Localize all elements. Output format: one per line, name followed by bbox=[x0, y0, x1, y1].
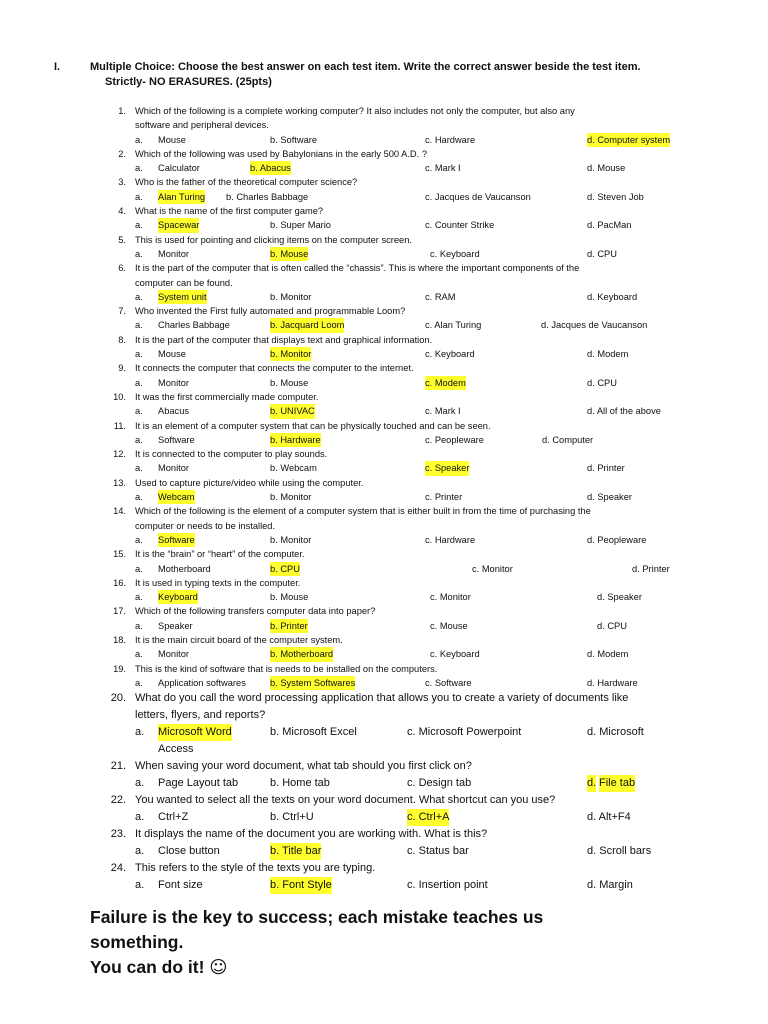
question-text-row bbox=[0, 792, 768, 809]
option-d-letter: d. bbox=[587, 775, 596, 792]
question-text-row bbox=[0, 547, 768, 561]
question-3 bbox=[0, 175, 768, 204]
question-text: Who invented the First fully automated and programmable Loom? bbox=[135, 306, 406, 317]
question-text: It displays the name of the document you are working with. What is this? bbox=[135, 828, 488, 841]
question-number: 8. bbox=[118, 334, 126, 345]
option-c: c. Keyboard bbox=[425, 349, 475, 360]
question-text-row bbox=[0, 147, 768, 161]
option-a: Spacewar bbox=[158, 218, 199, 232]
question-21 bbox=[0, 758, 768, 792]
option-b: b. Microsoft Excel bbox=[270, 726, 357, 739]
motivational-message bbox=[90, 905, 543, 981]
question-text: It is the part of the computer that is often called the “chassis”. This is where the important components of the bbox=[135, 263, 580, 274]
option-a-letter: a. bbox=[135, 845, 145, 858]
option-c: c. Counter Strike bbox=[425, 220, 495, 231]
question-text-row bbox=[0, 604, 768, 618]
question-text: This is used for pointing and clicking items on the computer screen. bbox=[135, 234, 412, 245]
options-row bbox=[0, 809, 768, 826]
option-d: d. Keyboard bbox=[587, 291, 638, 302]
option-b: b. Home tab bbox=[270, 777, 330, 790]
option-d: d. Modem bbox=[587, 349, 629, 360]
instructions-line-2: Strictly- NO ERASURES. (25pts) bbox=[105, 76, 272, 88]
question-14 bbox=[0, 504, 768, 547]
option-b: b. Mouse bbox=[270, 377, 309, 388]
option-c: c. Software bbox=[425, 677, 472, 688]
option-b: b. Charles Babbage bbox=[226, 191, 309, 202]
option-a-letter: a. bbox=[135, 463, 143, 474]
option-b: b. Title bar bbox=[270, 843, 321, 860]
question-number: 24. bbox=[110, 862, 126, 875]
option-a: Abacus bbox=[158, 406, 190, 417]
option-a-letter: a. bbox=[135, 879, 145, 892]
motto-line-3 bbox=[90, 955, 543, 981]
option-c: c. Printer bbox=[425, 492, 463, 503]
option-b: b. Jacquard Loom bbox=[270, 318, 344, 332]
question-23 bbox=[0, 826, 768, 860]
option-c: c. Mark I bbox=[425, 163, 461, 174]
question-text: This is the kind of software that is needs to be installed on the computers. bbox=[135, 663, 438, 674]
question-text: You wanted to select all the texts on your word document. What shortcut can you use? bbox=[135, 794, 556, 807]
option-a: Ctrl+Z bbox=[158, 811, 189, 824]
question-number: 9. bbox=[118, 363, 126, 374]
motto-line-1: Failure is the key to success; each mistake teaches us bbox=[90, 907, 544, 927]
option-d: d. Speaker bbox=[587, 492, 632, 503]
option-a-letter: a. bbox=[135, 777, 145, 790]
option-a-letter: a. bbox=[135, 563, 143, 574]
option-a: Keyboard bbox=[158, 590, 198, 604]
option-a-letter: a. bbox=[135, 592, 143, 603]
option-a-letter: a. bbox=[135, 134, 143, 145]
question-text: When saving your word document, what tab should you first click on? bbox=[135, 760, 472, 773]
option-b: b. Software bbox=[270, 134, 318, 145]
option-b: b. Webcam bbox=[270, 463, 317, 474]
question-number: 14. bbox=[113, 506, 126, 517]
question-number: 20. bbox=[110, 692, 126, 705]
option-a-letter: a. bbox=[135, 649, 143, 660]
question-number: 23. bbox=[110, 828, 126, 841]
option-c: c. Speaker bbox=[425, 461, 469, 475]
options-row bbox=[0, 843, 768, 860]
option-a-letter: a. bbox=[135, 811, 145, 824]
option-b: b. Monitor bbox=[270, 534, 312, 545]
option-continuation: Access bbox=[158, 743, 194, 756]
option-d: d. Margin bbox=[587, 879, 633, 892]
option-c: c. Jacques de Vaucanson bbox=[425, 191, 531, 202]
option-a-letter: a. bbox=[135, 349, 143, 360]
options-row bbox=[0, 133, 768, 147]
motto-line-2: something. bbox=[90, 932, 184, 952]
question-number: 13. bbox=[113, 477, 126, 488]
option-d: d. CPU bbox=[597, 620, 627, 631]
option-d: d. Peopleware bbox=[587, 534, 647, 545]
option-a-letter: a. bbox=[135, 406, 143, 417]
option-d: d. Scroll bars bbox=[587, 845, 652, 858]
options-row bbox=[0, 218, 768, 232]
question-text-row bbox=[0, 860, 768, 877]
option-a-letter: a. bbox=[135, 191, 143, 202]
option-c: c. Design tab bbox=[407, 777, 472, 790]
question-text: Which of the following is a complete working computer? It also includes not only the computer, but also any bbox=[135, 106, 575, 116]
options-row bbox=[0, 490, 768, 504]
options-row bbox=[0, 775, 768, 792]
option-d: d. Computer bbox=[542, 434, 594, 445]
option-a: Speaker bbox=[158, 620, 193, 631]
question-text: It is the “brain” or “heart” of the computer. bbox=[135, 549, 305, 560]
question-text-row bbox=[0, 333, 768, 347]
question-text-row bbox=[0, 233, 768, 247]
question-text: software and peripheral devices. bbox=[135, 120, 269, 131]
option-c: c. RAM bbox=[425, 291, 456, 302]
question-text-row bbox=[0, 104, 768, 118]
question-text-row bbox=[0, 504, 768, 518]
question-number: 3. bbox=[118, 177, 126, 188]
question-text-row bbox=[0, 447, 768, 461]
options-row bbox=[0, 619, 768, 633]
option-c: c. Modem bbox=[425, 376, 466, 390]
options-row bbox=[0, 190, 768, 204]
option-d: d. CPU bbox=[587, 248, 617, 259]
question-text: letters, flyers, and reports? bbox=[135, 709, 266, 722]
option-a: Monitor bbox=[158, 649, 190, 660]
question-text-row bbox=[0, 519, 768, 533]
motto-text: You can do it! bbox=[90, 957, 210, 977]
question-5 bbox=[0, 233, 768, 262]
question-text: It is the main circuit board of the computer system. bbox=[135, 634, 343, 645]
question-number: 12. bbox=[113, 449, 126, 460]
question-number: 4. bbox=[118, 206, 126, 217]
option-d: d. CPU bbox=[587, 377, 617, 388]
question-number: 19. bbox=[113, 663, 126, 674]
question-number: 5. bbox=[118, 234, 126, 245]
option-a: Application softwares bbox=[158, 677, 246, 688]
option-c: c. Microsoft Powerpoint bbox=[407, 726, 522, 739]
options-row bbox=[0, 404, 768, 418]
question-6 bbox=[0, 261, 768, 304]
options-row bbox=[0, 647, 768, 661]
question-text-row bbox=[0, 633, 768, 647]
question-text-row bbox=[0, 826, 768, 843]
question-1 bbox=[0, 104, 768, 147]
option-a-letter: a. bbox=[135, 726, 145, 739]
instructions-line-1: Multiple Choice: Choose the best answer on each test item. Write the correct answer beside the test item. bbox=[90, 61, 641, 73]
option-a: Close button bbox=[158, 845, 220, 858]
options-row bbox=[0, 562, 768, 576]
options-row bbox=[0, 461, 768, 475]
option-a: Webcam bbox=[158, 490, 195, 504]
options-row bbox=[0, 590, 768, 604]
options-row bbox=[0, 877, 768, 894]
question-text-row bbox=[0, 361, 768, 375]
options-row bbox=[0, 433, 768, 447]
option-a-letter: a. bbox=[135, 320, 143, 331]
question-text: It was the first commercially made computer. bbox=[135, 391, 319, 402]
question-text: Who is the father of the theoretical computer science? bbox=[135, 177, 358, 188]
question-18 bbox=[0, 633, 768, 662]
option-b: b. UNIVAC bbox=[270, 404, 315, 418]
option-c: c. Ctrl+A bbox=[407, 809, 449, 826]
question-16 bbox=[0, 576, 768, 605]
options-row bbox=[0, 347, 768, 361]
question-17 bbox=[0, 604, 768, 633]
question-text: Used to capture picture/video while using the computer. bbox=[135, 477, 364, 488]
option-a: Software bbox=[158, 434, 195, 445]
question-number: 1. bbox=[118, 106, 126, 116]
option-c: c. Keyboard bbox=[430, 649, 480, 660]
question-text: It is the part of the computer that displays text and graphical information. bbox=[135, 334, 433, 345]
option-a-letter: a. bbox=[135, 248, 143, 259]
option-d: d. Steven Job bbox=[587, 191, 644, 202]
option-a: Motherboard bbox=[158, 563, 211, 574]
option-c: c. Mouse bbox=[430, 620, 468, 631]
option-b: b. Mouse bbox=[270, 592, 309, 603]
option-d: d. Printer bbox=[587, 463, 625, 474]
question-number: 16. bbox=[113, 577, 126, 588]
question-13 bbox=[0, 476, 768, 505]
option-d: d. Hardware bbox=[587, 677, 638, 688]
options-row bbox=[0, 376, 768, 390]
question-number: 7. bbox=[118, 306, 126, 317]
question-text: It is an element of a computer system that can be physically touched and can be seen. bbox=[135, 420, 491, 431]
options-row bbox=[0, 724, 768, 741]
option-b: b. Monitor bbox=[270, 492, 312, 503]
question-8 bbox=[0, 333, 768, 362]
option-a-letter: a. bbox=[135, 220, 143, 231]
question-2 bbox=[0, 147, 768, 176]
question-text-row bbox=[0, 304, 768, 318]
option-b: b. Font Style bbox=[270, 877, 332, 894]
question-7 bbox=[0, 304, 768, 333]
options-row bbox=[0, 161, 768, 175]
option-a: Font size bbox=[158, 879, 203, 892]
options-row bbox=[0, 676, 768, 690]
question-15 bbox=[0, 547, 768, 576]
options-row bbox=[0, 318, 768, 332]
option-d: d. Jacques de Vaucanson bbox=[541, 320, 648, 331]
option-b: b. Motherboard bbox=[270, 647, 333, 661]
option-d: d. Computer system bbox=[587, 133, 670, 147]
option-c: c. Insertion point bbox=[407, 879, 488, 892]
question-4 bbox=[0, 204, 768, 233]
option-b: b. Mouse bbox=[270, 247, 308, 261]
option-a: Microsoft Word bbox=[158, 724, 232, 741]
option-a: Alan Turing bbox=[158, 190, 205, 204]
question-text: Which of the following was used by Babylonians in the early 500 A.D. ? bbox=[135, 148, 427, 159]
question-text-row bbox=[0, 476, 768, 490]
option-c: c. Status bar bbox=[407, 845, 469, 858]
option-d: d. All of the above bbox=[587, 406, 661, 417]
option-a: Charles Babbage bbox=[158, 320, 230, 331]
option-b: b. Monitor bbox=[270, 291, 312, 302]
question-19 bbox=[0, 662, 768, 691]
option-d: d. Speaker bbox=[597, 592, 642, 603]
option-b: b. Abacus bbox=[250, 161, 291, 175]
option-d: d. Microsoft bbox=[587, 726, 644, 739]
question-12 bbox=[0, 447, 768, 476]
question-text-row bbox=[0, 261, 768, 275]
option-b: b. Ctrl+U bbox=[270, 811, 314, 824]
option-b: b. Printer bbox=[270, 619, 308, 633]
option-c: c. Peopleware bbox=[425, 434, 484, 445]
question-9 bbox=[0, 361, 768, 390]
option-a: Monitor bbox=[158, 377, 190, 388]
option-a: Monitor bbox=[158, 248, 190, 259]
option-d: d. Alt+F4 bbox=[587, 811, 631, 824]
option-d: d. Mouse bbox=[587, 163, 626, 174]
question-list bbox=[0, 104, 768, 894]
option-d: d. PacMan bbox=[587, 220, 632, 231]
option-b: b. Super Mario bbox=[270, 220, 331, 231]
question-text: This refers to the style of the texts you are typing. bbox=[135, 862, 376, 875]
option-c: c. Alan Turing bbox=[425, 320, 482, 331]
option-d: d. Modem bbox=[587, 649, 629, 660]
option-c: c. Hardware bbox=[425, 534, 476, 545]
question-number: 17. bbox=[113, 606, 126, 617]
question-text-row bbox=[0, 118, 768, 132]
option-d: File tab bbox=[599, 775, 635, 792]
options-row bbox=[0, 247, 768, 261]
question-20 bbox=[0, 690, 768, 758]
option-a: System unit bbox=[158, 290, 207, 304]
question-text-row bbox=[0, 419, 768, 433]
question-text-row bbox=[0, 690, 768, 707]
option-a: Calculator bbox=[158, 163, 200, 174]
question-text: It connects the computer that connects the computer to the internet. bbox=[135, 363, 414, 374]
question-text: Which of the following transfers computer data into paper? bbox=[135, 606, 376, 617]
option-c: c. Mark I bbox=[425, 406, 461, 417]
option-a-letter: a. bbox=[135, 492, 143, 503]
option-continuation-row bbox=[0, 741, 768, 758]
options-row bbox=[0, 533, 768, 547]
question-text-row bbox=[0, 204, 768, 218]
question-text-row bbox=[0, 662, 768, 676]
question-text: What do you call the word processing application that allows you to create a variety of documents like bbox=[135, 692, 629, 705]
question-text-row bbox=[0, 707, 768, 724]
option-c: c. Hardware bbox=[425, 134, 476, 145]
question-text: It is connected to the computer to play sounds. bbox=[135, 449, 328, 460]
option-c: c. Monitor bbox=[472, 563, 513, 574]
question-text-row bbox=[0, 390, 768, 404]
options-row bbox=[0, 290, 768, 304]
smiley-icon: ☺ bbox=[209, 958, 228, 978]
question-number: 10. bbox=[113, 391, 126, 402]
option-a-letter: a. bbox=[135, 291, 143, 302]
question-24 bbox=[0, 860, 768, 894]
question-text: It is used in typing texts in the computer. bbox=[135, 577, 301, 588]
question-number: 15. bbox=[113, 549, 126, 560]
option-b: b. System Softwares bbox=[270, 676, 355, 690]
section-number: I. bbox=[54, 61, 61, 73]
option-a: Mouse bbox=[158, 134, 186, 145]
option-a: Software bbox=[158, 533, 195, 547]
option-c: c. Monitor bbox=[430, 592, 471, 603]
question-number: 2. bbox=[118, 148, 126, 159]
option-b: b. Hardware bbox=[270, 433, 321, 447]
option-b: b. Monitor bbox=[270, 347, 311, 361]
question-text-row bbox=[0, 758, 768, 775]
option-d: d. Printer bbox=[632, 563, 670, 574]
option-a: Mouse bbox=[158, 349, 186, 360]
question-text-row bbox=[0, 175, 768, 189]
option-a-letter: a. bbox=[135, 377, 143, 388]
question-number: 6. bbox=[118, 263, 126, 274]
option-c: c. Keyboard bbox=[430, 248, 480, 259]
question-number: 11. bbox=[113, 420, 126, 431]
question-text: Which of the following is the element of a computer system that is either built in from the time of purchasing the bbox=[135, 506, 591, 517]
question-text: computer can be found. bbox=[135, 277, 233, 288]
question-10 bbox=[0, 390, 768, 419]
option-b: b. CPU bbox=[270, 562, 300, 576]
option-a-letter: a. bbox=[135, 677, 143, 688]
option-a: Monitor bbox=[158, 463, 190, 474]
question-number: 18. bbox=[113, 634, 126, 645]
option-a-letter: a. bbox=[135, 434, 143, 445]
option-a-letter: a. bbox=[135, 620, 143, 631]
question-number: 21. bbox=[110, 760, 126, 773]
option-a-letter: a. bbox=[135, 534, 143, 545]
question-22 bbox=[0, 792, 768, 826]
question-text: computer or needs to be installed. bbox=[135, 520, 276, 531]
option-a-letter: a. bbox=[135, 163, 143, 174]
question-text-row bbox=[0, 576, 768, 590]
question-number: 22. bbox=[110, 794, 126, 807]
option-a: Page Layout tab bbox=[158, 777, 239, 790]
question-text: What is the name of the first computer game? bbox=[135, 206, 324, 217]
question-11 bbox=[0, 419, 768, 448]
question-text-row bbox=[0, 276, 768, 290]
